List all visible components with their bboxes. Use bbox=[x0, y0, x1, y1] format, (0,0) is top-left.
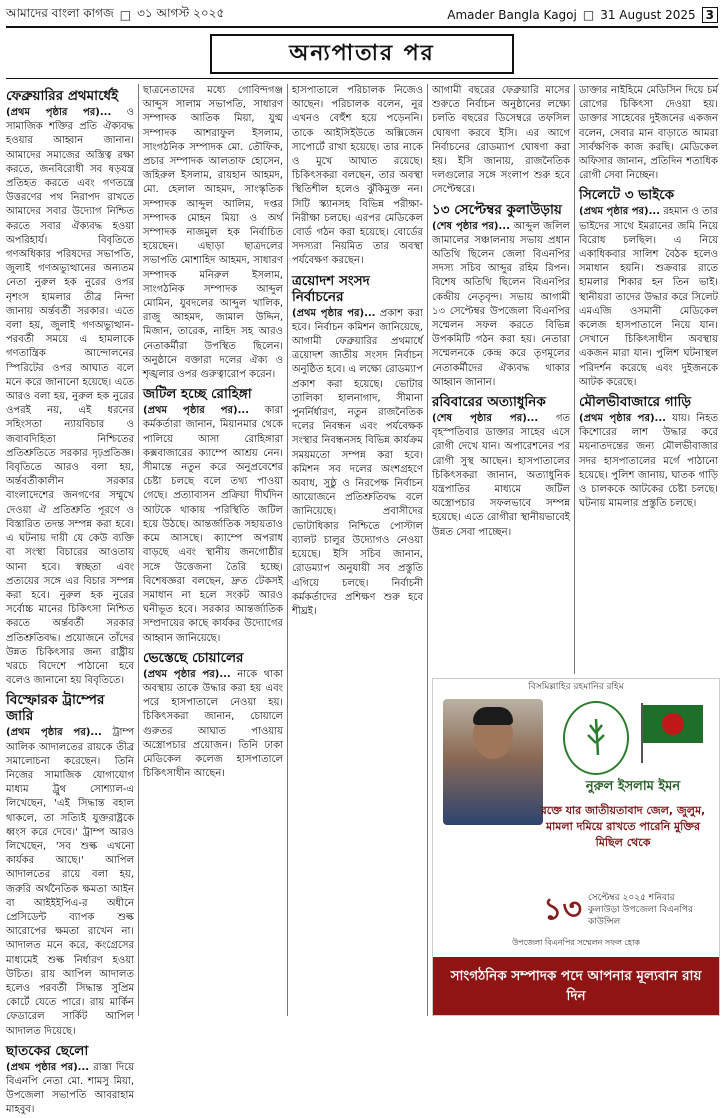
article-continued-label: (শেষ পৃষ্ঠার পর)... bbox=[432, 413, 539, 425]
article-headline: ত্রয়োদশ সংসদ নির্বাচনের bbox=[292, 272, 370, 305]
article-text: গত বৃহস্পতিবার ডাক্তার সাহেব এসে রোগী দেখে যান। অপারেশনের পর রোগী সুস্থ আছেন। হাসপাতালের চিকিৎসকরা জানান, অত্যাধুনিক যন্ত্রপাতির মাধ্যমে জটিল অস্ত্রোপচার সফলভাবে সম্পন্ন হয়েছে। এতে রোগীরা স্থানীয়ভাবেই উন্নত সেবা পাচ্ছেন। bbox=[432, 413, 571, 538]
article-headline: জটিল হচ্ছে রোহিঙ্গা bbox=[143, 386, 252, 403]
event-date bbox=[543, 893, 713, 927]
article-text: প্রকাশ করা হবে। নির্বাচন কমিশন জানিয়েছে, আগামী ফেব্রুয়ারির প্রথমার্ধে ত্রয়োদশ জাতীয় সংসদ নির্বাচন অনুষ্ঠিত হবে। এ লক্ষ্যে রোডম্যাপ প্রকাশ করা হয়েছে। ভোটার তালিকা হালনাগাদ, সীমানা পুনর্নির্ধারণ, নতুন রাজনৈতিক দলের নিবন্ধন এবং পর্যবেক্ষক সংস্থার নিবন্ধনসহ বিভিন্ন কার্যক্রম সময়মতো সম্পন্ন করা হবে। কমিশন সব দলের অংশগ্রহণে অবাধ, সুষ্ঠু ও নিরপেক্ষ নির্বাচন আয়োজনে প্রতিশ্রুতিবদ্ধ বলে জানিয়েছে। প্রবাসীদের ভোটাধিকার নিশ্চিতে পোস্টাল ব্যালট চালুর উদ্যোগও নেওয়া হয়েছে। ইসি সচিব জানান, রোডম্যাপ অনুযায়ী সব প্রস্তুতি এগিয়ে চলছে। নির্বাচনী কর্মকর্তাদের প্রশিক্ষণ শুরু হবে শীঘ্রই। bbox=[292, 307, 423, 617]
header-left bbox=[6, 5, 224, 25]
article-body bbox=[143, 84, 283, 382]
article-body bbox=[579, 84, 718, 183]
article-headline: সিলেটে ৩ ভাইকে bbox=[579, 187, 675, 204]
article-body bbox=[292, 84, 423, 269]
column-divider bbox=[427, 84, 428, 1016]
event-date-text bbox=[588, 892, 713, 928]
party-symbol-icon bbox=[563, 701, 629, 775]
article-continued-label: (প্রথম পৃষ্ঠার পর)... bbox=[579, 413, 666, 425]
ad-slogan: রক্তে যার জাতীয়তাবাদ জেল, জুলুম, মামলা দমিয়ে রাখতে পারেনি মুক্তির মিছিল থেকে bbox=[540, 804, 706, 849]
header-date-en: 31 August 2025 bbox=[600, 8, 696, 22]
article-headline: ছাতকের ছেলো bbox=[6, 1042, 89, 1059]
article-text: ও সামাজিক শক্তির প্রতি ঐক্যবদ্ধ হওয়ার আহ্বান জানান। আমাদের সমাজের অস্তিত্ব রক্ষা করতে, জনবিরোধী সব ষড়যন্ত্র প্রতিহত করতে এবং গণতন্ত্রে উত্তরণের পথ নিরাপদ রাখতে আমাদের সবার উদ্যোগ নিশ্চিত করতে সবার ঐক্যবদ্ধ হওয়া অপরিহার্য। বিবৃতিতে গণঅধিকার পরিষদের সভাপতি, জুলাই গণঅভ্যুত্থানের অন্যতম নেতা নুরুল হক নুরের ওপর নৃশংস হামলার তীব্র নিন্দা জানায় অর্ন্তবর্তী সরকার। এতে বলা হয়, জুলাই গণঅভ্যুত্থান-পরবর্তী সময়ে এ হামলাকে গণতান্ত্রিক আন্দোলনের স্পিরিটের ওপর আঘাত বলে মনে করে জানানো হয়েছে। এতে আরও বলা হয়, নুরুল হক নুরের ওপরই নয়, এই ধরনের সহিংসতা ন্যায়বিচার ও জবাবদিহিতা নিশ্চিতের প্রতিশ্রুতিতে সরকার দৃঢ়প্রতিজ্ঞ। বিবৃতিতে আরও বলা হয়, অর্ন্তবর্তীকালীন সরকার বাংলাদেশের জনগণের সম্মুখে দেওয়া ঐ প্রতিশ্রুতি পূরণে ও বিস্তারিত তদন্ত সম্পন্ন করা হবে। এ ঘটনায় দায়ী যে কেউ ব্যক্তি বা সংস্থা বিচারের আওতায় আনা হবে। স্বচ্ছতা এবং প্রত্যয়ের সঙ্গে এর বিচার সম্পন্ন করা হবে। নুরুল হক নুরের সর্বোচ্চ মানের চিকিৎসা নিশ্চিত করতে অর্ন্তবর্তী সরকার প্রতিশ্রুতিবদ্ধ। প্রয়োজনে তাঁদের উন্নত চিকিৎসার জন্য রাষ্ট্রীয় খরচে বিদেশে পাঠানো হবে বলেও জানানো হয় বিবৃতিতে। bbox=[6, 107, 134, 687]
calendar-icon: □ bbox=[119, 8, 132, 22]
article-continued-label: (প্রথম পৃষ্ঠার পর)... bbox=[143, 405, 249, 417]
article-text: যায়। নিহত কিশোরের লাশ উদ্ধার করে ময়নাতদন্তের জন্য মৌলভীবাজার সদর হাসপাতালের মর্গে পাঠানো হয়েছে। পুলিশ জানায়, ঘাতক গাড়ি ও চালককে আটকের চেষ্টা চলছে। ঘটনায় মামলার প্রস্তুতি চলছে। bbox=[579, 413, 718, 510]
article-headline: ফেব্রুয়ারির প্রথমার্ধেই bbox=[6, 88, 119, 104]
article-body bbox=[143, 404, 283, 645]
article-body bbox=[432, 220, 570, 390]
article-text: রাস্তা দিয়ে বিএনপি নেতা মো. শামসু মিয়া, উপজেলা সভাপতি আবরাহাম মাহবুব। bbox=[6, 1061, 134, 1116]
article-continued-label: (প্রথম পৃষ্ঠার পর)... bbox=[6, 727, 102, 739]
column-2 bbox=[143, 84, 283, 1016]
ad-top-text: বিসমিল্লাহির রহমানির রহিম bbox=[528, 682, 624, 692]
event-venue: কুলাউড়া উপজেলা বিএনপির কাউন্সিল bbox=[587, 905, 693, 927]
event-month: সেপ্টেম্বর ২০২৫ শনিবার bbox=[587, 893, 675, 903]
header-date-bn: ৩১ আগস্ট ২০২৫ bbox=[137, 6, 225, 20]
article-text: ডাক্তার নাইহিমে মেডিসিন দিয়ে চর্ম রোগের চিকিৎসা দেওয়া হয়। ডাক্তার সাহেবের দুইজনের একজন বলেন, সেবার মান বাড়াতে আমরা সার্বক্ষণিক কাজ করছি। মেডিকেল অফিসার জানান, প্রতিদিন শতাধিক রোগী সেবা নিচ্ছেন। bbox=[579, 85, 718, 182]
article-body bbox=[579, 412, 718, 511]
article-continued-label: (প্রথম পৃষ্ঠার পর)... bbox=[292, 307, 376, 319]
article-body bbox=[143, 668, 283, 782]
column-1 bbox=[6, 84, 134, 1116]
article-text: নাকে থাকা অবস্থায় তাকে উদ্ধার করা হয় এবং পরে হাসপাতালে নেওয়া হয়। চিকিৎসকরা জানান, চোয়ালে গুরুতর আঘাত পাওয়ায় অস্ত্রোপচার প্রয়োজন। তিনি ঢাকা মেডিকেল কলেজ হাসপাতালে চিকিৎসাধীন আছেন। bbox=[143, 668, 283, 780]
article-headline: বিস্ফোরক ট্রাম্পের জারি bbox=[6, 692, 105, 725]
column-4 bbox=[432, 84, 570, 674]
article-text: আব্দুল জলিল জামালের সঞ্চালনায় সভায় প্রধান অতিথি ছিলেন জেলা বিএনপির সদস্য সচিব আব্দুর রহিম রিপন। বিশেষ অতিথি ছিলেন বিএনপির কেন্দ্রীয় নেতৃবৃন্দ। সভায় আগামী ১৩ সেপ্টেম্বর উপজেলা বিএনপির সম্মেলন সফল করতে বিভিন্ন উপকমিটি গঠন করা হয়। নেতারা সম্মেলনকে কেন্দ্র করে তৃণমূলের নেতাকর্মীদের ঐক্যবদ্ধ থাকার আহ্বান জানান। bbox=[432, 220, 571, 388]
article-continued-label: (প্রথম পৃষ্ঠার পর)... bbox=[6, 107, 112, 118]
article-text: আগামী বছরের ফেব্রুয়ারি মাসের শুরুতে নির্বাচন অনুষ্ঠানের লক্ষ্যে চলতি বছরের ডিসেম্বরে তফসিল ঘোষণা করবে ইসি। এর আগে নির্বাচনের রোডম্যাপ ঘোষণা করা হয়। ইসি জানায়, রাজনৈতিক দলগুলোর সঙ্গে সংলাপ শুরু হবে সেপ্টেম্বরে। bbox=[432, 85, 570, 196]
article-body bbox=[6, 106, 134, 688]
article-headline: ভেস্তেছে চোয়ালের bbox=[143, 649, 244, 666]
column-divider bbox=[287, 84, 288, 1016]
column-divider bbox=[574, 84, 575, 674]
event-day: ১৩ bbox=[543, 891, 582, 927]
article-text: ট্রাম্প আলিক আদালতের রায়কে তীব্র সমালোচনা করেছেন। তিনি নিজের সামাজিক যোগাযোগ মাধ্যম ট্রুথ সোশ্যাল-এ লিখেছেন, 'এই সিদ্ধান্ত বহাল থাকলে, তা সত্যিই যুক্তরাষ্ট্রকে ধ্বংস করে দেবে।' ট্রাম্প আরও লিখেছেন, 'সব শুল্ক এখনো কার্যকর আছে।' আপিল আদালতের রায়ে বলা হয়, জরুরি অর্থনৈতিক ক্ষমতা আইন বা আইইইপিএ-র অধীনে প্রেসিডেন্ট ব্যাপক শুল্ক আরোপের ক্ষমতা রাখেন না। আদালত মনে করে, কংগ্রেসের মাধ্যমেই শুল্ক নির্ধারণ হওয়া উচিত। রায় আপিল আদালত হলেও পরবর্তী সিদ্ধান্ত সুপ্রিম কোর্টে যেতে পারে। রায় মার্কিন ফেডারেল সার্কিট আপিল আদালত দিয়েছে। bbox=[6, 727, 134, 1037]
paper-name-bn: আমাদের বাংলা কাগজ bbox=[6, 6, 114, 20]
column-5 bbox=[579, 84, 718, 674]
article-body bbox=[6, 1061, 134, 1118]
section-title: অন্যপাতার পর bbox=[210, 34, 514, 74]
article-body bbox=[432, 412, 570, 540]
election-advertisement bbox=[432, 678, 720, 1016]
article-continued-label: (প্রথম পৃষ্ঠার পর)... bbox=[143, 668, 231, 680]
article-text: কারা কর্মকর্তারা জানান, মিয়ানমার থেকে পালিয়ে আসা রোহিঙ্গারা কক্সবাজারের ক্যাম্পে আশ্রয় নেন। সীমান্তে নতুন করে অনুপ্রবেশের চেষ্টা চলছে বলে তথ্য পাওয়া গেছে। প্রত্যাবাসন প্রক্রিয়া দীর্ঘদিন আটকে থাকায় পরিস্থিতি জটিল হয়ে উঠছে। আন্তর্জাতিক সহায়তাও কমে আসছে। ক্যাম্পে অপরাধ বাড়ছে এবং স্থানীয় জনগোষ্ঠীর সঙ্গে উত্তেজনা তৈরি হচ্ছে। বিশেষজ্ঞরা বলছেন, দ্রুত টেকসই সমাধান না হলে সংকট আরও ঘনীভূত হবে। সরকার আন্তর্জাতিক সম্প্রদায়ের কাছে কার্যকর উদ্যোগের আহ্বান জানিয়েছে। bbox=[143, 405, 283, 644]
article-continued-label: (প্রথম পৃষ্ঠার পর)... bbox=[579, 206, 660, 218]
article-text: ছাত্রনেতাদের মধ্যে গোবিন্দগঞ্জ আব্দুস সালাম সভাপতি, সাধারণ সম্পাদক আতিক মিয়া, যুগ্ম সম্পাদক আশরাফুল ইসলাম, সাংগঠনিক সম্পাদক মো. তৌফিক, প্রচার সম্পাদক আলতাফ হোসেন, জহিরুল ইসলাম, রায়হান আহমদ, মো. হেলাল আহমদ, সাংস্কৃতিক সম্পাদক আব্দুল আলিম, দপ্তর সম্পাদক মোহন মিয়া ও অর্থ সম্পাদক নাজমুল হক নির্বাচিত হয়েছেন। এছাড়া ছাত্রদলের সভাপতি মোশাহিদ আহমদ, সাধারণ সম্পাদক মনিরুল ইসলাম, সাংগঠনিক সম্পাদক আব্দুল মোমিন, যুবদলের আব্দুল খালিক, রাজু আহমদ, জামাল উদ্দিন, মিজান, তারেক, নাহিদ সহ আরও নেতাকর্মীরা উপস্থিত ছিলেন। অনুষ্ঠানে বক্তারা দলের ঐক্য ও শৃঙ্খলার ওপর গুরুত্বারোপ করেন। bbox=[143, 85, 283, 381]
page-header bbox=[6, 4, 718, 28]
article-body bbox=[292, 307, 423, 619]
article-body bbox=[6, 726, 134, 1038]
article-headline: রবিবারের অত্যাধুনিক bbox=[432, 394, 546, 411]
candidate-hair bbox=[473, 707, 513, 725]
article-body bbox=[579, 205, 718, 390]
article-continued-label: (শেষ পৃষ্ঠার পর)... bbox=[432, 220, 510, 232]
page-number: 3 bbox=[702, 7, 718, 23]
article-headline: মৌলভীবাজারে গাড়ি bbox=[579, 394, 692, 411]
candidate-name: নুরুল ইসলাম ইমন bbox=[585, 779, 681, 794]
ad-small-line: উপজেলা বিএনপির সম্মেলন সফল হোক bbox=[512, 938, 640, 947]
article-text: হাসপাতালে পরিচালক নিজেও আছেন। পরিচালক বলেন, নুর এখনও বেহুঁশ হয়ে পড়েননি। তাকে আইসিইউতে অক্সিজেন সাপোর্টে রাখা হয়েছে। তার নাকে ও মুখে আঘাত রয়েছে। চিকিৎসকরা বলছেন, তার অবস্থা স্থিতিশীল হলেও ঝুঁকিমুক্ত নন। সিটি স্ক্যানসহ বিভিন্ন পরীক্ষা-নিরীক্ষা চলছে। এরপর মেডিকেল বোর্ড গঠন করা হয়েছে। বোর্ডের সদস্যরা নিয়মিত তার অবস্থা পর্যবেক্ষণ করছেন। bbox=[292, 85, 423, 267]
ad-call-to-action: সাংগঠনিক সম্পাদক পদে আপনার মূল্যবান রায় দিন bbox=[433, 957, 719, 1015]
paper-name-en: Amader Bangla Kagoj bbox=[447, 8, 577, 22]
calendar-icon: □ bbox=[582, 8, 595, 22]
article-body bbox=[432, 84, 570, 198]
party-flag-icon bbox=[639, 697, 707, 767]
section-rule bbox=[6, 78, 718, 79]
column-divider bbox=[138, 84, 139, 1016]
column-3 bbox=[292, 84, 423, 1016]
article-headline: ১৩ সেপ্টেম্বর কুলাউড়ায় bbox=[432, 201, 562, 218]
header-right bbox=[447, 7, 718, 23]
article-continued-label: (প্রথম পৃষ্ঠার পর)... bbox=[6, 1061, 90, 1073]
candidate-photo bbox=[443, 699, 543, 825]
article-text: রহমান ও তার ভাইদের সাথে ইমরানের জমি নিয়ে বিরোধ চলছিল। এ নিয়ে একাধিকবার সালিশ বৈঠক হলেও সমাধান হয়নি। শুক্রবার রাতে হামলার শিকার হন তিন ভাই। স্থানীয়রা তাদের উদ্ধার করে সিলেট এমএজি ওসমানী মেডিকেল কলেজ হাসপাতালে নিয়ে যান। সেখানে চিকিৎসাধীন অবস্থায় একজন মারা যান। পুলিশ ঘটনাস্থল পরিদর্শন করেছে এবং দুইজনকে আটক করেছে। bbox=[579, 206, 718, 388]
